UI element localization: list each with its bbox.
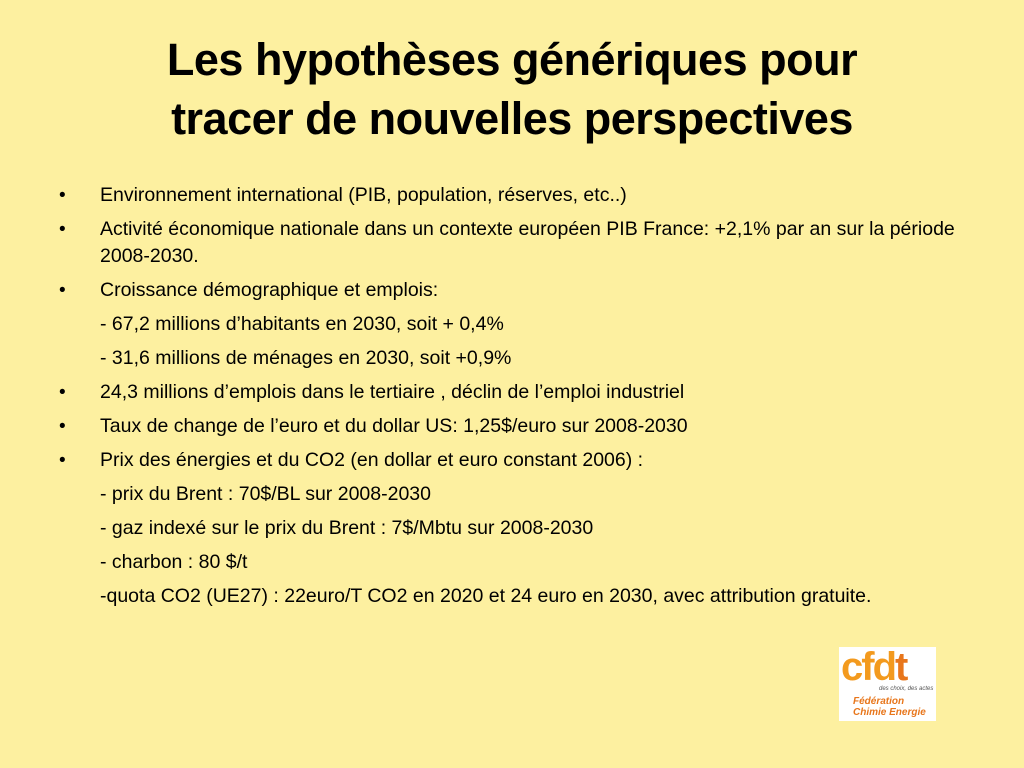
sub-item-text: - gaz indexé sur le prix du Brent : 7$/Mbtu sur 2008-2030 — [100, 517, 594, 539]
bullet-icon: • — [59, 185, 66, 206]
logo-letter-t: t — [895, 645, 907, 689]
list-item-text: Environnement international (PIB, population, réserves, etc..) — [100, 184, 627, 206]
sub-item — [0, 515, 960, 542]
list-item — [0, 379, 960, 406]
logo-wordmark — [841, 643, 906, 691]
list-item-text: Activité économique nationale dans un contexte européen PIB France: +2,1% par an sur la période 2008-2030. — [100, 218, 955, 267]
sub-item-text: -quota CO2 (UE27) : 22euro/T CO2 en 2020 et 24 euro en 2030, avec attribution gratuite. — [100, 585, 872, 607]
bullet-list — [0, 182, 1024, 617]
logo-letter-f: f — [861, 645, 873, 689]
slide-title — [60, 30, 964, 148]
list-item — [0, 447, 960, 474]
list-item-text: 24,3 millions d’emplois dans le tertiaire , déclin de l’emploi industriel — [100, 381, 685, 403]
title-line-2: tracer de nouvelles perspectives — [171, 93, 853, 144]
title-line-1: Les hypothèses génériques pour — [166, 34, 858, 85]
list-item — [0, 277, 960, 304]
bullet-icon: • — [59, 450, 66, 471]
sub-item-text: - charbon : 80 $/t — [100, 551, 248, 573]
bullet-icon: • — [59, 219, 66, 240]
bullet-icon: • — [59, 416, 66, 437]
sub-item-text: - 67,2 millions d’habitants en 2030, soit + 0,4% — [100, 313, 504, 335]
sub-item — [0, 345, 960, 372]
sub-item-text: - prix du Brent : 70$/BL sur 2008-2030 — [100, 483, 431, 505]
list-item-text: Croissance démographique et emplois: — [100, 279, 439, 301]
logo-federation: Fédération — [853, 696, 905, 707]
list-item-text: Prix des énergies et du CO2 (en dollar et euro constant 2006) : — [100, 449, 644, 471]
bullet-icon: • — [59, 382, 66, 403]
list-item — [0, 413, 960, 440]
logo-federation-name: Chimie Energie — [853, 707, 926, 718]
list-item — [0, 216, 960, 270]
cfdt-logo — [839, 647, 936, 721]
logo-letter-c: c — [841, 645, 862, 689]
logo-tagline: des choix, des actes — [879, 686, 934, 692]
sub-item-text: - 31,6 millions de ménages en 2030, soit +0,9% — [100, 347, 512, 369]
bullet-icon: • — [59, 280, 66, 301]
sub-item — [0, 549, 960, 576]
list-item-text: Taux de change de l’euro et du dollar US: 1,25$/euro sur 2008-2030 — [100, 415, 688, 437]
sub-item — [0, 583, 960, 610]
sub-item — [0, 311, 960, 338]
sub-item — [0, 481, 960, 508]
list-item — [0, 182, 960, 209]
logo-letter-d: d — [872, 645, 896, 689]
